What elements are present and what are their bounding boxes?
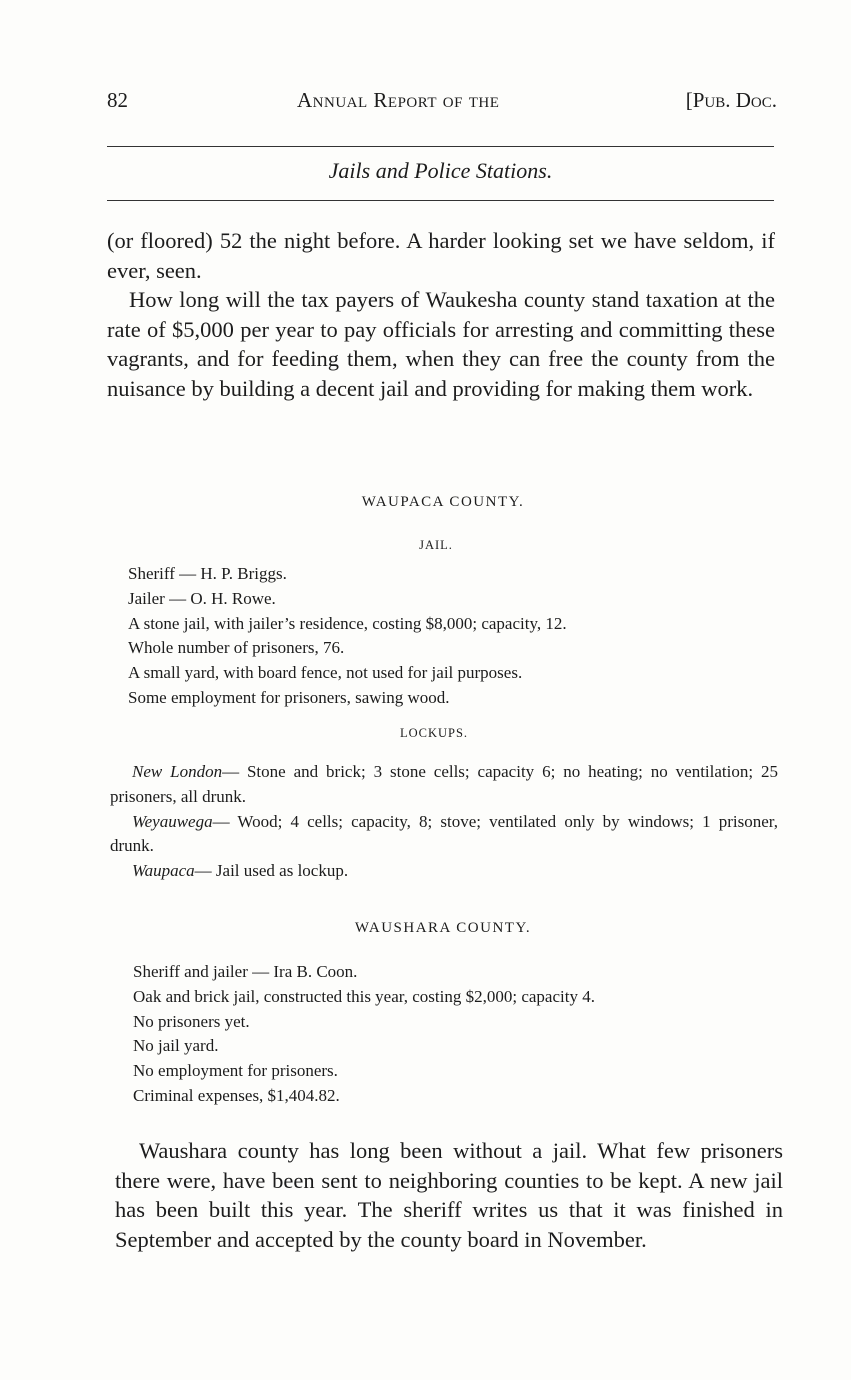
paragraph: (or floored) 52 the night before. A harder looking set we have seldom, if ever, seen. (107, 228, 775, 283)
running-title: Annual Report of the (297, 88, 500, 112)
list-item: No employment for prisoners. (133, 1061, 338, 1081)
list-item: Jailer — O. H. Rowe. (128, 588, 276, 608)
closing-paragraph: Waushara county has long been without a jail. What few prisoners there were, have been sent to neighboring counties to be kept. A new jail has been built this year. The sheriff writes us that it was finished in September and accepted by the county board in November. (115, 1138, 783, 1252)
lockup-description: — Wood; 4 cells; capacity, 8; stove; ventilated only by windows; 1 prisoner, drunk. (110, 811, 778, 856)
waupaca-lockups (110, 760, 778, 884)
header-rule-top (107, 146, 774, 147)
list-item: Whole number of prisoners, 76. (128, 638, 345, 658)
publication-label: [Pub. Doc. (685, 88, 777, 112)
lockup-entry (110, 859, 778, 884)
list-item: No prisoners yet. (133, 1011, 250, 1031)
header-rule-bottom (107, 200, 774, 201)
list-item: Criminal expenses, $1,404.82. (133, 1085, 340, 1105)
page-header (107, 88, 777, 122)
waupaca-jail-details (128, 562, 768, 711)
county-heading-waupaca: WAUPACA COUNTY. (361, 494, 525, 510)
page-number: 82 (107, 88, 128, 112)
lockup-place: Weyauwega (132, 811, 213, 831)
list-item: Some employment for prisoners, sawing wood. (128, 687, 450, 707)
paragraph: How long will the tax payers of Waukesha county stand taxation at the rate of $5,000 per year to pay officials for arresting and committing these vagrants, and for feeding them, when they can free the county from the nuisance by building a decent jail and providing for making them work. (107, 287, 775, 401)
waushara-jail-details (133, 960, 773, 1109)
lockup-entry (110, 760, 778, 810)
lockup-description: — Jail used as lockup. (194, 861, 349, 881)
lockup-place: New London (132, 762, 223, 781)
lockups-subheading: LOCKUPS. (399, 726, 469, 740)
lockup-description: — Stone and brick; 3 stone cells; capacity 6; no heating; no ventilation; 25 prisoners, all drunk. (110, 762, 778, 806)
list-item: A small yard, with board fence, not used for jail purposes. (128, 663, 523, 683)
section-title: Jails and Police Stations. (328, 158, 553, 183)
county-heading-waushara: WAUSHARA COUNTY. (354, 920, 532, 936)
lockup-entry (110, 810, 778, 860)
intro-text (107, 226, 775, 403)
list-item: A stone jail, with jailer’s residence, costing $8,000; capacity, 12. (128, 613, 567, 633)
list-item: Sheriff — H. P. Briggs. (128, 564, 287, 583)
list-item: Oak and brick jail, constructed this year, costing $2,000; capacity 4. (133, 986, 595, 1006)
lockup-place: Waupaca (132, 861, 195, 881)
list-item: Sheriff and jailer — Ira B. Coon. (133, 962, 358, 981)
list-item: No jail yard. (133, 1036, 219, 1056)
jail-subheading: JAIL. (419, 538, 453, 552)
